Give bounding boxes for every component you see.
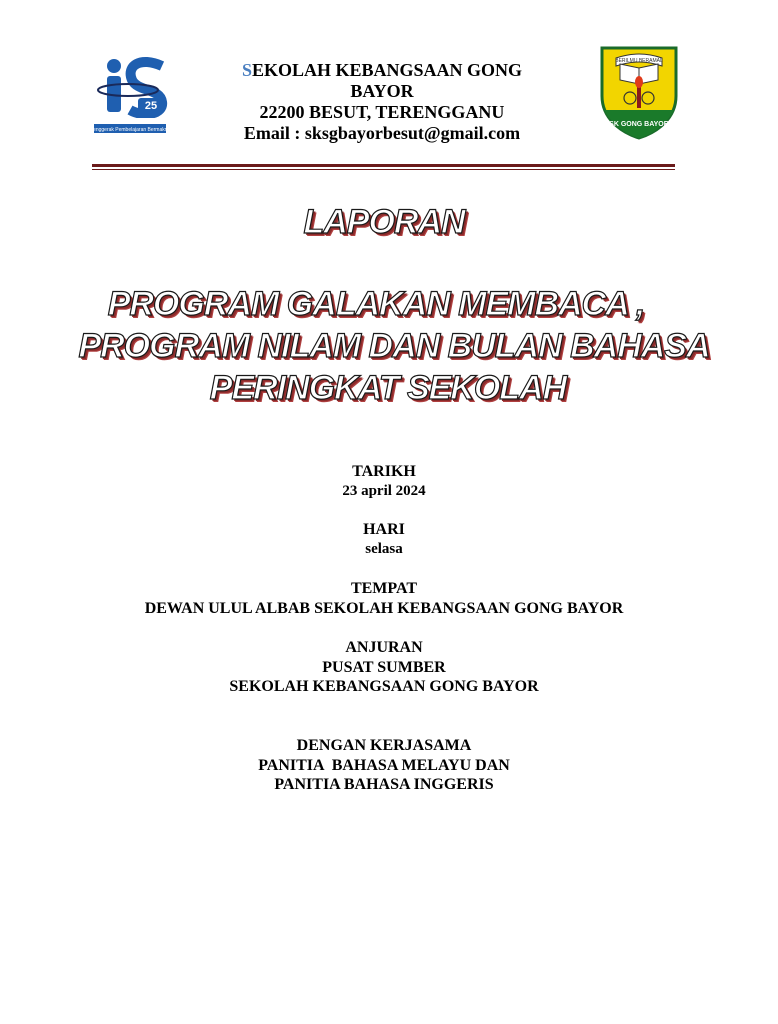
school-name-line1: SEKOLAH KEBANGSAAN GONG bbox=[241, 60, 523, 80]
date-label: TARIKH bbox=[352, 463, 416, 480]
date-section bbox=[0, 462, 768, 501]
venue-value: DEWAN ULUL ALBAB SEKOLAH KEBANGSAAN GONG BAYOR bbox=[144, 599, 624, 617]
header-divider-thick bbox=[92, 164, 675, 167]
day-section bbox=[0, 520, 768, 559]
organizer-section bbox=[0, 638, 768, 697]
program-title-line1: PROGRAM GALAKAN MEMBACA , bbox=[107, 285, 645, 323]
organizer-value-1: PUSAT SUMBER bbox=[322, 658, 446, 676]
logo-number: 25 bbox=[144, 100, 158, 112]
transformasi-sekolah-logo bbox=[89, 52, 171, 136]
collaboration-value-2: PANITIA BAHASA INGGERIS bbox=[274, 776, 494, 793]
organizer-label: ANJURAN bbox=[345, 639, 423, 656]
program-title-line3: PERINGKAT SEKOLAH bbox=[209, 369, 567, 407]
school-address: 22200 BESUT, TERENGGANU bbox=[259, 102, 505, 122]
logo-caption: Penggerak Pembelajaran Bermakna bbox=[89, 127, 171, 133]
crest-banner: SK GONG BAYOR bbox=[609, 121, 669, 128]
day-value: selasa bbox=[365, 540, 403, 557]
collaboration-label: DENGAN KERJASAMA bbox=[296, 737, 472, 754]
venue-section bbox=[0, 579, 768, 618]
crest-motto: BERILMU BERAMAL bbox=[615, 58, 663, 64]
collaboration-section bbox=[0, 736, 768, 795]
organizer-value-2: SEKOLAH KEBANGSAAN GONG BAYOR bbox=[229, 678, 539, 695]
report-title: LAPORAN bbox=[303, 203, 465, 241]
header-divider-thin bbox=[92, 169, 675, 170]
day-label: HARI bbox=[363, 521, 405, 538]
school-email: Email : sksgbayorbesut@gmail.com bbox=[243, 123, 521, 143]
school-header bbox=[190, 60, 574, 143]
program-title-line2: PROGRAM NILAM DAN BULAN BAHASA bbox=[78, 327, 710, 365]
sk-gong-bayor-crest bbox=[594, 44, 684, 140]
date-value: 23 april 2024 bbox=[342, 482, 426, 499]
school-name-line2: BAYOR bbox=[350, 81, 414, 101]
collaboration-value-1: PANITIA BAHASA MELAYU DAN bbox=[258, 756, 510, 774]
venue-label: TEMPAT bbox=[350, 580, 418, 597]
